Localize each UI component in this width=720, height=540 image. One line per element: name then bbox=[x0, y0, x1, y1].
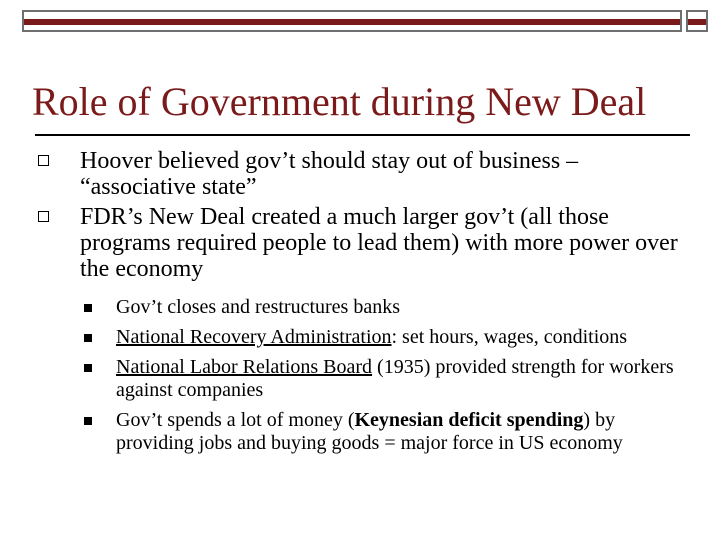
hollow-square-bullet-icon bbox=[38, 155, 49, 166]
hollow-square-bullet-icon bbox=[38, 211, 49, 222]
sub-bullet-item bbox=[116, 296, 696, 319]
sub-bullet-item bbox=[116, 356, 696, 402]
keynesian-term: Keynesian deficit spending bbox=[354, 409, 584, 431]
top-bar-stripe bbox=[24, 19, 680, 25]
sub-bullet-text: (1935) provided strength for workers against companies bbox=[116, 356, 674, 401]
nra-link[interactable]: National Recovery Administration bbox=[116, 326, 392, 348]
sub-bullet-item bbox=[116, 409, 696, 455]
filled-square-bullet-icon bbox=[84, 364, 92, 372]
sub-bullet-text: : set hours, wages, conditions bbox=[391, 326, 628, 348]
top-decorative-bar bbox=[22, 10, 682, 32]
sub-bullet-list bbox=[0, 296, 720, 455]
top-square-stripe bbox=[688, 19, 706, 25]
sub-bullet-text: Gov’t closes and restructures banks bbox=[116, 296, 401, 318]
filled-square-bullet-icon bbox=[84, 304, 92, 312]
slide-title: Role of Government during New Deal bbox=[32, 79, 647, 124]
nlrb-link[interactable]: National Labor Relations Board bbox=[116, 356, 373, 378]
filled-square-bullet-icon bbox=[84, 417, 92, 425]
bullet-list bbox=[0, 148, 720, 455]
filled-square-bullet-icon bbox=[84, 334, 92, 342]
sub-bullet-text: Gov’t spends a lot of money ( bbox=[116, 409, 355, 431]
top-decorative-square bbox=[686, 10, 708, 32]
sub-bullet-item bbox=[116, 326, 696, 349]
bullet-item bbox=[80, 204, 680, 282]
sub-bullet-text: ) by providing jobs and buying goods = major force in US economy bbox=[116, 409, 623, 454]
bullet-item bbox=[80, 148, 680, 200]
bullet-text: FDR’s New Deal created a much larger gov’t (all those programs required people to lead them) with more power over the economy bbox=[80, 204, 678, 282]
title-divider bbox=[35, 134, 690, 136]
bullet-text: Hoover believed gov’t should stay out of business – “associative state” bbox=[80, 148, 579, 200]
